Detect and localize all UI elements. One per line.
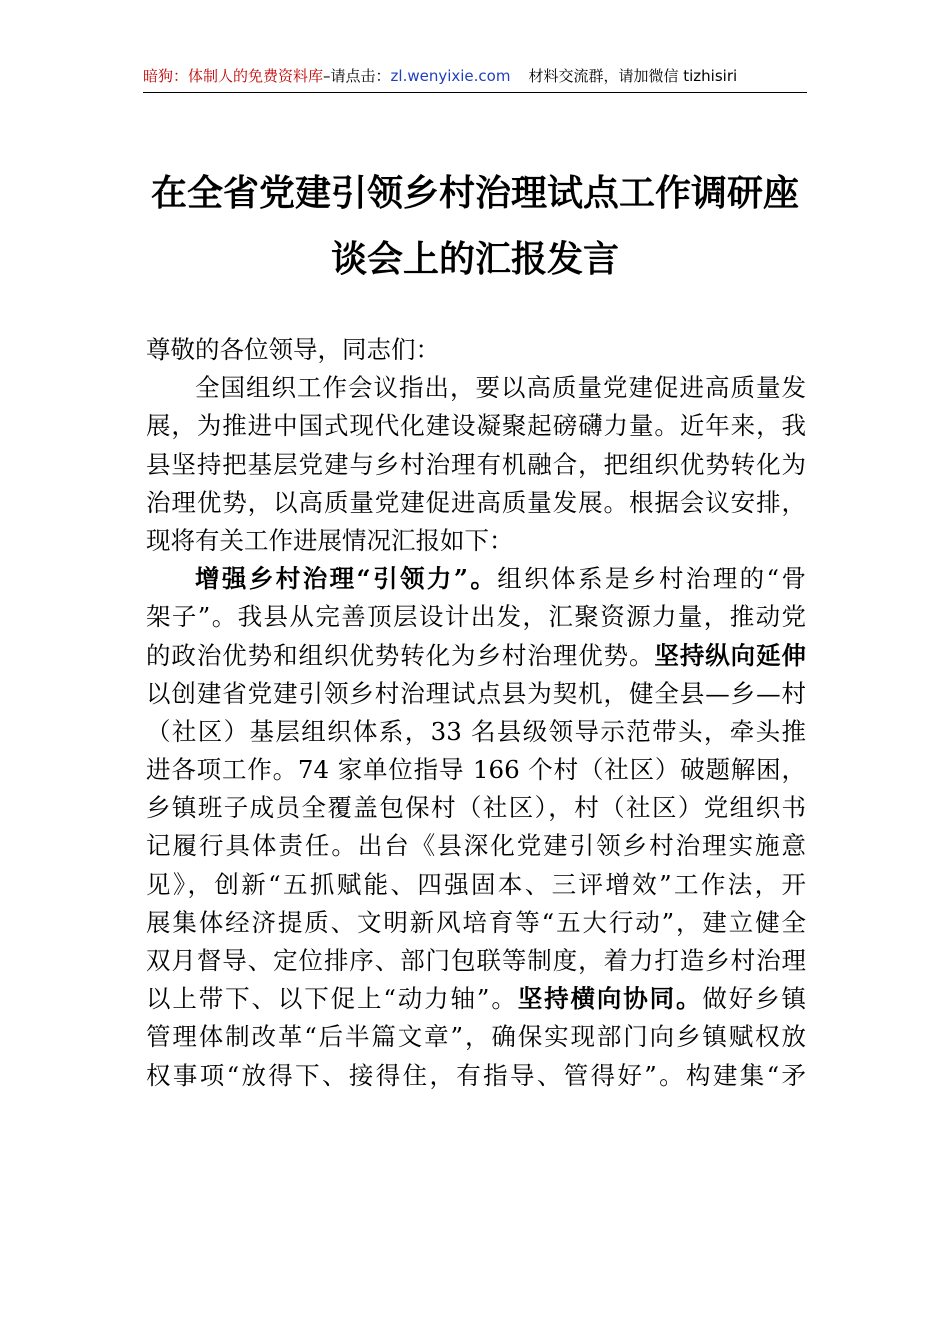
title-line-1: 在全省党建引领乡村治理试点工作调研座 [150,172,799,214]
para2-line: 以创建省党建引领乡村治理试点县为契机，健全县—乡—村 [146,678,806,708]
para2-line: 展集体经济提质、文明新风培育等“五大行动”，建立健全 [146,907,806,937]
header-brand: 暗狗：体制人的免费资料库 [143,67,324,85]
page-header [143,66,807,86]
para2-line: 进各项工作。74 家单位指导 166 个村（社区）破题解困， [146,755,806,785]
para2-line: （社区）基层组织体系，33 名县级领导示范带头，牵头推 [146,716,806,746]
para2-line [146,637,806,675]
para2-text: 做好乡镇 [702,984,807,1014]
header-url-link[interactable]: zl.wenyixie.com [390,67,511,85]
para2-line [146,560,806,598]
para1-line: 全国组织工作会议指出，要以高质量党建促进高质量发 [195,373,806,403]
para1-line: 治理优势，以高质量党建促进高质量发展。根据会议安排， [146,487,806,517]
para2-text: 组织体系是乡村治理的“骨 [497,564,806,594]
para2-line: 权事项“放得下、接得住，有指导、管得好”。构建集“矛 [146,1060,806,1090]
para1-line: 展，为推进中国式现代化建设凝聚起磅礴力量。近年来，我 [146,411,806,441]
header-divider [143,92,807,93]
para2-line [146,980,806,1018]
salutation: 尊敬的各位领导，同志们： [146,335,440,364]
section-heading: 增强乡村治理“引领力”。 [195,564,498,594]
para2-line: 双月督导、定位排序、部门包联等制度，着力打造乡村治理 [146,946,806,975]
subheading-horizontal: 坚持横向协同。 [517,984,703,1014]
document-title [140,160,810,292]
title-line-2: 谈会上的汇报发言 [330,238,619,280]
para2-line: 乡镇班子成员全覆盖包保村（社区），村（社区）党组织书 [146,793,806,823]
para2-line: 架子”。我县从完善顶层设计出发，汇聚资源力量，推动党 [146,602,806,632]
para1-line: 现将有关工作进展情况汇报如下： [146,525,514,555]
para2-line: 记履行具体责任。出台《县深化党建引领乡村治理实施意 [146,831,806,861]
subheading-vertical: 坚持纵向延伸 [654,640,807,670]
para1-line: 县坚持把基层党建与乡村治理有机融合，把组织优势转化为 [146,449,806,479]
para2-text: 的政治优势和组织优势转化为乡村治理优势。 [146,640,655,670]
header-prompt: –请点击： [323,67,391,85]
document-body [146,331,806,1095]
para2-text: 以上带下、以下促上“动力轴”。 [146,984,518,1014]
para2-line: 见》，创新“五抓赋能、四强固本、三评增效”工作法，开 [146,869,806,899]
header-contact: 材料交流群，请加微信 tizhisiri [528,67,738,85]
para2-line: 管理体制改革“后半篇文章”，确保实现部门向乡镇赋权放 [146,1022,806,1052]
